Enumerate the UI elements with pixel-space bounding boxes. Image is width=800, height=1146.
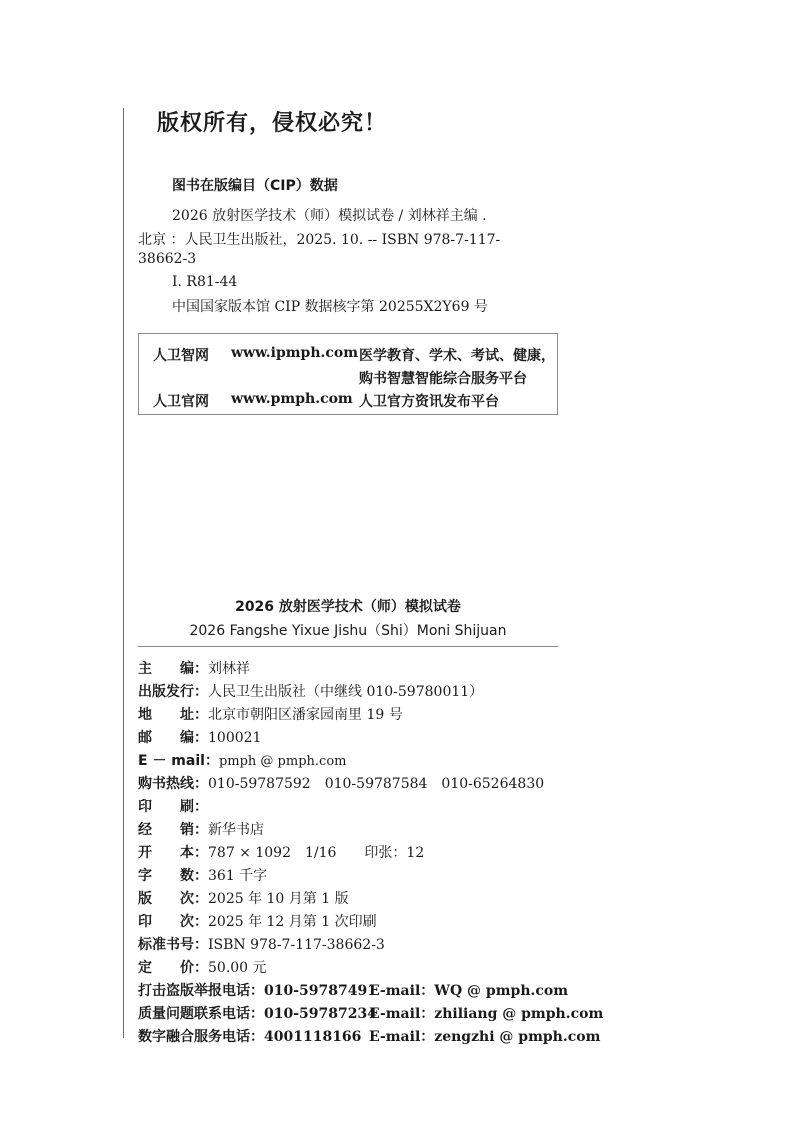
info-row-format: [138, 842, 424, 862]
info-row-distributor: [138, 819, 264, 839]
contact-row-digital: [138, 1026, 601, 1046]
platform-desc-pmph: 人卫官方资讯发布平台: [359, 394, 499, 410]
book-title-pinyin: 2026 Fangshe Yixue Jishu（Shi）Moni Shijuan: [189, 623, 507, 639]
info-label: 开 本：: [138, 845, 208, 861]
info-value: 2025 年 10 月第 1 版: [208, 891, 349, 907]
book-title: 2026 放射医学技术（师）模拟试卷: [235, 599, 461, 615]
info-value: 2025 年 12 月第 1 次印刷: [208, 914, 377, 930]
platform-name-pmph: 人卫官网: [153, 394, 209, 410]
info-label: 版 次：: [138, 891, 208, 907]
contact-phone: 010-59787234: [264, 1006, 377, 1022]
info-value: 010-59787592 010-59787584 010-65264830: [208, 776, 545, 792]
platform-desc-ipmph-1: 医学教育、学术、考试、健康，: [359, 348, 555, 364]
info-label: 购书热线：: [138, 776, 208, 792]
title-separator: [138, 646, 558, 647]
contact-phone: 010-59787491: [264, 983, 377, 999]
contact-label: 质量问题联系电话：: [138, 1006, 264, 1022]
info-label: E － mail：: [138, 753, 219, 769]
contact-email[interactable]: E-mail：zhiliang @ pmph.com: [369, 1006, 604, 1022]
info-row-wordcount: [138, 865, 267, 885]
info-label: 邮 编：: [138, 730, 208, 746]
info-value: 100021: [208, 730, 262, 746]
info-row-price: [138, 957, 267, 977]
info-label: 经 销：: [138, 822, 208, 838]
cip-line-4: I. R81-44: [172, 274, 238, 290]
info-value: ISBN 978-7-117-38662-3: [208, 937, 385, 953]
info-row-editor: [138, 658, 250, 678]
cip-title: 图书在版编目（CIP）数据: [172, 178, 338, 194]
info-row-hotline: [138, 773, 544, 793]
cip-line-5: 中国国家版本馆 CIP 数据核字第 20255X2Y69 号: [172, 299, 488, 315]
info-value: 人民卫生出版社（中继线 010-59780011）: [208, 684, 484, 700]
info-row-postcode: [138, 727, 261, 747]
info-label: 字 数：: [138, 868, 208, 884]
cip-line-1: 2026 放射医学技术（师）模拟试卷 / 刘林祥主编 .: [172, 208, 487, 224]
info-row-edition: [138, 888, 349, 908]
cip-line-2: 北京 ：人民卫生出版社，2025. 10. -- ISBN 978-7-117-: [138, 232, 501, 248]
info-value: 新华书店: [208, 822, 264, 838]
info-label: 定 价：: [138, 960, 208, 976]
info-label: 印 刷：: [138, 799, 208, 815]
copyright-heading: 版权所有，侵权必究！: [157, 111, 388, 136]
info-label: 主 编：: [138, 661, 208, 677]
contact-row-piracy: [138, 980, 569, 1000]
info-row-isbn: [138, 934, 385, 954]
contact-label: 数字融合服务电话：: [138, 1029, 264, 1045]
info-label: 地 址：: [138, 707, 208, 723]
contact-email[interactable]: E-mail：zengzhi @ pmph.com: [369, 1029, 601, 1045]
info-row-email: [138, 750, 346, 770]
contact-label: 打击盗版举报电话：: [138, 983, 264, 999]
info-label: 印 次：: [138, 914, 208, 930]
platform-url-ipmph[interactable]: www.ipmph.com: [231, 345, 359, 361]
info-row-publisher: [138, 681, 483, 701]
left-margin-rule: [123, 108, 124, 1038]
info-value[interactable]: pmph @ pmph.com: [218, 754, 347, 769]
platform-info-box: [138, 333, 558, 415]
cip-line-3: 38662-3: [138, 251, 197, 267]
info-row-printing: [138, 911, 377, 931]
info-value: 787 × 1092 1/16 印张：12: [208, 845, 425, 861]
info-row-printer: [138, 796, 208, 816]
info-value: 刘林祥: [208, 661, 250, 677]
contact-row-quality: [138, 1003, 604, 1023]
info-label: 标准书号：: [138, 937, 208, 953]
contact-email[interactable]: E-mail：WQ @ pmph.com: [369, 983, 569, 999]
platform-url-pmph[interactable]: www.pmph.com: [231, 391, 353, 407]
info-row-address: [138, 704, 403, 724]
contact-phone: 4001118166: [264, 1029, 362, 1045]
info-value: 北京市朝阳区潘家园南里 19 号: [208, 707, 403, 723]
platform-desc-ipmph-2: 购书智慧智能综合服务平台: [359, 371, 527, 387]
platform-name-ipmph: 人卫智网: [153, 348, 209, 364]
info-value: 50.00 元: [208, 960, 267, 976]
info-value: 361 千字: [208, 868, 268, 884]
info-label: 出版发行：: [138, 684, 208, 700]
